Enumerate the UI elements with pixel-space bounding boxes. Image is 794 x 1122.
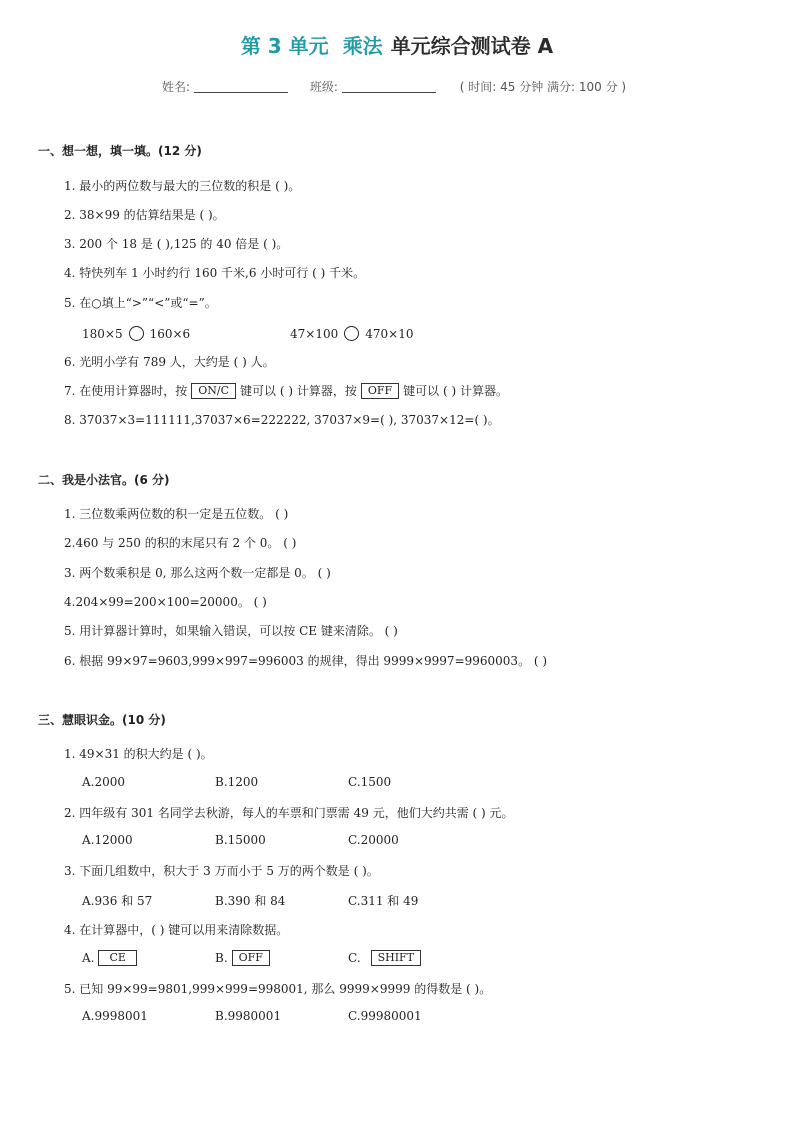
s1-question-6: 6. 光明小学有 789 人，大约是 ( ) 人。 <box>64 355 275 369</box>
s1-question-2: 2. 38×99 的估算结果是 ( )。 <box>64 208 225 222</box>
s1-question-7 <box>64 382 508 399</box>
q5-a-left: 180×5 <box>82 327 123 341</box>
s1-question-5: 5. 在○填上“>”“<”或“=”。 <box>64 296 217 310</box>
on-c-key-box: ON/C <box>191 383 236 399</box>
s3-q2-option-c[interactable]: C.20000 <box>348 833 399 847</box>
s3-q1-option-a[interactable]: A.2000 <box>82 775 126 789</box>
q7-text-c: 键可以 ( ) 计算器。 <box>403 384 508 398</box>
s3-q5-option-a[interactable]: A.9998001 <box>82 1009 148 1023</box>
s2-question-6: 6. 根据 99×97=9603,999×997=996003 的规律，得出 9999×9997=9960003。 ( ) <box>64 654 548 668</box>
title-rest: 单元综合测试卷 A <box>390 34 554 58</box>
option-label: C. <box>348 951 361 965</box>
option-label: A. <box>82 951 95 965</box>
s2-question-2: 2.460 与 250 的积的末尾只有 2 个 0。 ( ) <box>64 536 297 550</box>
s1-question-8: 8. 37037×3=111111,37037×6=222222, 37037×9=( ), 37037×12=( )。 <box>64 413 500 427</box>
q5-b-left: 47×100 <box>290 327 339 341</box>
s1-question-1: 1. 最小的两位数与最大的三位数的积是 ( )。 <box>64 179 301 193</box>
s2-question-1: 1. 三位数乘两位数的积一定是五位数。 ( ) <box>64 507 289 521</box>
s3-q2-option-a[interactable]: A.12000 <box>82 833 133 847</box>
s3-question-2: 2. 四年级有 301 名同学去秋游，每人的车票和门票需 49 元，他们大约共需 ( ) 元。 <box>64 806 514 820</box>
class-label: 班级: <box>309 80 338 94</box>
q5-b-right: 470×10 <box>365 327 414 341</box>
s3-question-4: 4. 在计算器中，( ) 键可以用来清除数据。 <box>64 923 289 937</box>
s3-q2-option-b[interactable]: B.15000 <box>215 833 266 847</box>
section-2-title: 二、我是小法官。(6 分) <box>38 473 170 487</box>
s3-q1-option-b[interactable]: B.1200 <box>215 775 259 789</box>
section-1-title: 一、想一想，填一填。(12 分) <box>38 144 202 158</box>
s1-q5-compare-b <box>290 326 413 341</box>
s2-question-4: 4.204×99=200×100=20000。 ( ) <box>64 595 267 609</box>
name-label: 姓名: <box>162 80 191 94</box>
shift-key-box: SHIFT <box>371 950 421 966</box>
q7-text-b: 键可以 ( ) 计算器，按 <box>240 384 357 398</box>
s3-question-5: 5. 已知 99×99=9801,999×999=998001, 那么 9999×9999 的得数是 ( )。 <box>64 982 492 996</box>
student-info-row <box>162 78 626 95</box>
s1-question-3: 3. 200 个 18 是 ( ),125 的 40 倍是 ( )。 <box>64 237 289 251</box>
s3-q3-option-c[interactable]: C.311 和 49 <box>348 894 419 908</box>
s1-q5-compare-a <box>82 326 190 341</box>
s3-q4-option-c[interactable] <box>348 950 425 966</box>
s3-q1-option-c[interactable]: C.1500 <box>348 775 392 789</box>
s1-question-4: 4. 特快列车 1 小时约行 160 千米,6 小时可行 ( ) 千米。 <box>64 266 366 280</box>
s3-q4-option-a[interactable] <box>82 950 141 966</box>
s3-q3-option-b[interactable]: B.390 和 84 <box>215 894 286 908</box>
title-unit: 第 3 单元 <box>240 34 329 58</box>
s3-q3-option-a[interactable]: A.936 和 57 <box>82 894 153 908</box>
s2-question-5: 5. 用计算器计算时，如果输入错误，可以按 CE 键来清除。 ( ) <box>64 624 398 638</box>
title-topic: 乘法 <box>342 34 383 58</box>
s3-question-3: 3. 下面几组数中，积大于 3 万而小于 5 万的两个数是 ( )。 <box>64 864 379 878</box>
class-blank[interactable] <box>342 80 436 93</box>
q5-a-right: 160×6 <box>149 327 191 341</box>
q7-text-a: 7. 在使用计算器时，按 <box>64 384 188 398</box>
compare-circle-icon[interactable] <box>344 326 359 341</box>
name-blank[interactable] <box>194 80 288 93</box>
s2-question-3: 3. 两个数乘积是 0, 那么这两个数一定都是 0。 ( ) <box>64 566 331 580</box>
s3-q4-option-b[interactable] <box>215 950 274 966</box>
page-title <box>0 30 794 59</box>
ce-key-box: CE <box>98 950 136 966</box>
option-label: B. <box>215 951 228 965</box>
off-key-box: OFF <box>232 950 270 966</box>
s3-q5-option-b[interactable]: B.9980001 <box>215 1009 282 1023</box>
section-3-title: 三、慧眼识金。(10 分) <box>38 713 166 727</box>
time-note: ( 时间: 45 分钟 满分: 100 分 ) <box>459 80 627 94</box>
s3-q5-option-c[interactable]: C.99980001 <box>348 1009 422 1023</box>
off-key-box: OFF <box>361 383 399 399</box>
compare-circle-icon[interactable] <box>129 326 144 341</box>
s3-question-1: 1. 49×31 的积大约是 ( )。 <box>64 747 213 761</box>
